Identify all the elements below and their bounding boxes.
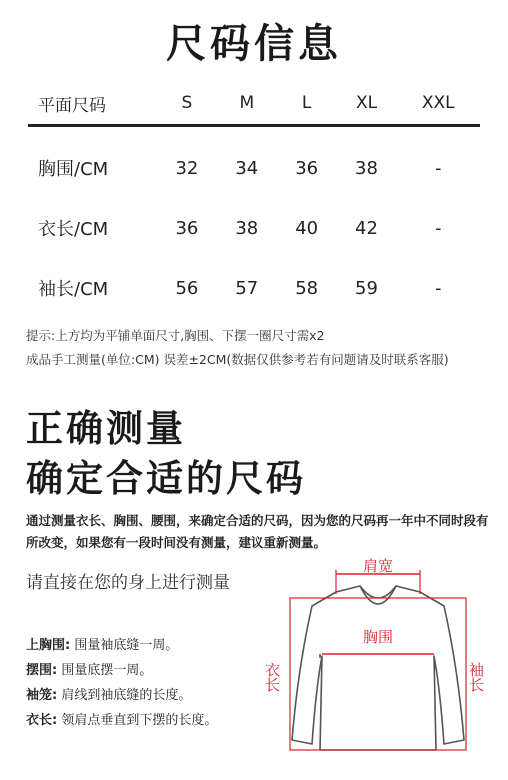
table-row	[28, 198, 480, 258]
table-cell: 40	[295, 217, 319, 239]
table-cell: 32	[175, 157, 199, 179]
shirt-outline	[292, 586, 464, 750]
header-size-s: S	[157, 82, 217, 126]
measure-subheading: 请直接在您的身上进行测量	[26, 573, 230, 593]
row-label-chest: 胸围/CM	[38, 159, 109, 180]
page-title: 尺码信息	[166, 21, 342, 67]
table-cell: 38	[235, 217, 259, 239]
measure-paragraph: 通过测量衣长、胸围、腰围，来确定合适的尺码，因为您的尺码再一年中不同时段有所改变，如果您有一段时间没有测量，建议重新测量。	[26, 513, 489, 550]
legend-item	[26, 634, 178, 653]
legend-item	[26, 659, 152, 678]
legend-item	[26, 709, 217, 728]
chest-label: 胸围	[362, 628, 394, 646]
header-size-xxl: XXL	[396, 82, 480, 126]
legend-key: 上胸围:	[26, 638, 71, 653]
table-cell: 38	[355, 157, 378, 179]
shirt-measure-diagram	[258, 558, 498, 758]
sleeve-label: 袖长	[467, 662, 485, 692]
size-table	[28, 82, 480, 318]
header-size-l: L	[277, 82, 337, 126]
table-row	[28, 126, 480, 199]
table-cell: -	[434, 157, 442, 179]
note-tolerance: 成品手工测量(单位:CM) 误差±2CM(数据仅供参考若有问题请及时联系客服)	[26, 352, 449, 367]
table-cell: 59	[355, 277, 378, 299]
legend-key: 袖笼:	[26, 688, 58, 703]
legend-item	[26, 684, 191, 703]
legend-desc: 领肩点垂直到下摆的长度。	[61, 713, 218, 728]
legend-desc: 围量袖底缝一周。	[74, 638, 179, 653]
legend-desc: 肩线到袖底缝的长度。	[61, 688, 192, 703]
table-cell: 36	[175, 217, 199, 239]
heading-line2: 确定合适的尺码	[26, 457, 306, 500]
table-cell: 57	[235, 277, 259, 299]
shoulder-label: 肩宽	[362, 558, 394, 575]
size-table-header	[28, 82, 480, 126]
table-cell: 56	[175, 277, 199, 299]
header-flat-size: 平面尺码	[28, 82, 157, 126]
header-size-xl: XL	[337, 82, 397, 126]
table-cell: -	[434, 217, 442, 239]
body-length-label: 衣长	[263, 662, 281, 692]
legend-desc: 围量底摆一周。	[61, 663, 153, 678]
note-flat-measure: 提示:上方均为平铺单面尺寸,胸围、下摆一圈尺寸需x2	[26, 328, 325, 343]
table-cell: -	[434, 277, 442, 299]
row-label-length: 衣长/CM	[38, 219, 109, 240]
legend-key: 摆围:	[26, 663, 58, 678]
table-row	[28, 258, 480, 318]
body-length-box	[290, 598, 466, 750]
header-size-m: M	[217, 82, 277, 126]
table-cell: 34	[235, 157, 259, 179]
legend-key: 衣长:	[26, 713, 58, 728]
table-cell: 36	[295, 157, 319, 179]
row-label-sleeve: 袖长/CM	[38, 279, 109, 300]
heading-line1: 正确测量	[26, 407, 186, 450]
table-cell: 42	[355, 217, 378, 239]
table-cell: 58	[295, 277, 319, 299]
